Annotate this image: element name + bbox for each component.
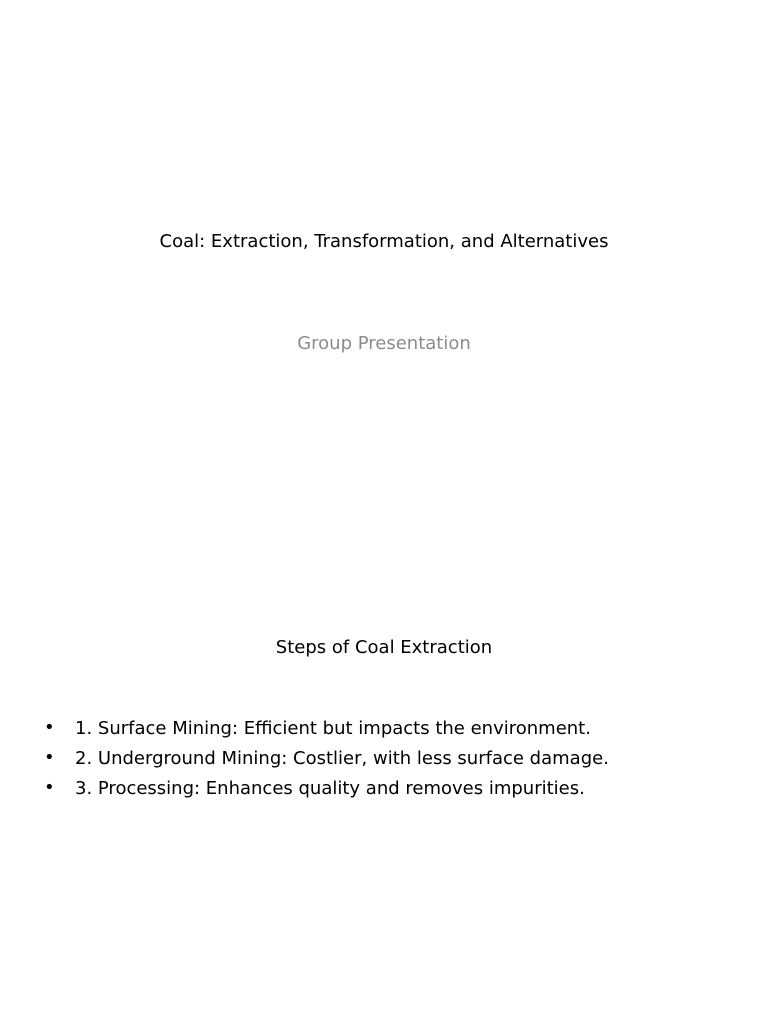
bullet-icon: • xyxy=(44,717,55,738)
bullet-icon: • xyxy=(44,777,55,798)
bullet-text: 2. Underground Mining: Costlier, with less surface damage. xyxy=(75,748,609,769)
slide-title: Steps of Coal Extraction xyxy=(275,637,493,658)
bullet-text: 3. Processing: Enhances quality and removes impurities. xyxy=(75,778,585,799)
slide-subtitle: Group Presentation xyxy=(297,333,471,354)
content-slide xyxy=(0,512,768,1024)
bullet-text: 1. Surface Mining: Efficient but impacts the environment. xyxy=(75,718,591,739)
bullet-icon: • xyxy=(44,747,55,768)
slide-title: Coal: Extraction, Transformation, and Alternatives xyxy=(159,231,609,252)
